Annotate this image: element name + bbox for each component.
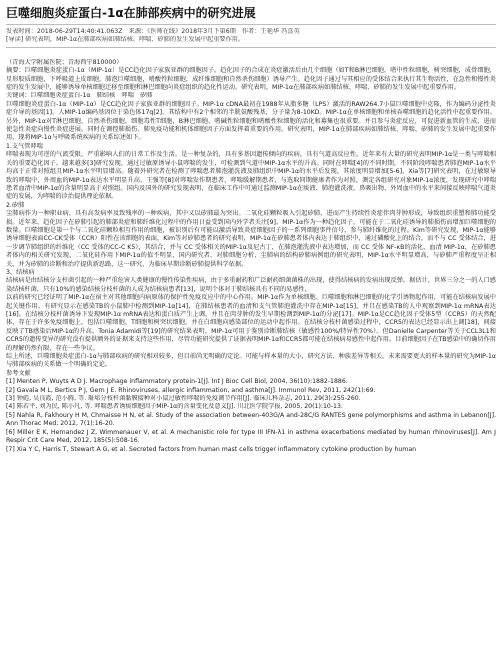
reference-item: [4] 陈若平, 刘为民, 陈小凡, 等. 哮喘患者诱痰细胞因子MIP-1α的含量变化及意义[J]. 川北医学院学报, 2005, 20(1):10-13. bbox=[6, 403, 343, 411]
section-heading-asthma: 1.支气管哮喘 bbox=[6, 142, 43, 150]
conclusion-paragraph: 综上所述，巨噬细胞炎症蛋白-1α与肺部疾病的研究相对较多，但目前尚无明确的定论。可能与样本量的大小，研究方法、种族差异等相关。未来需要更大的样本量的研究为MIP-1α与肺部疾病的关系做一个明确的定论。 bbox=[6, 353, 496, 369]
section-heading-tuberculosis: 3、结核病 bbox=[6, 268, 35, 276]
reference-item: [6] Miller E K, Hernandez J Z, Wimmenauer V, et al. A mechanistic role for type III IFN-λ1 in asthma exacerbations mediated by human rhinoviruses[J]. Am J Respir Crit Care Med, 2012, 185(5):508-16. bbox=[6, 428, 496, 445]
reference-item: [1] Menten P, Wuyts A D J. Macrophage inflammatory protein-1[J]. Int J Bioc Cell Biol, 2004, 36(10):1882-1886. bbox=[6, 378, 348, 386]
tuberculosis-paragraph-1: 结核病是由结核分支杆菌引起的一种严重危害人类健康的慢性传染性疾病，由于多重耐药和广泛耐药细菌菌株的出现，使得结核病的发病出现反弹。据估计，世界三分之一的人口感染结核杆菌，只有10%的感染结核分枝杆菌的人成为结核病患者[13]，说明个体对于肺结核具有不同的易感性。 bbox=[6, 277, 496, 293]
asthma-paragraph: 哮喘表现为可逆的气流受限，严重影响人们的日常工作及生活。是一种复杂的，具有多基因遗传倾向的疾病，具有气道高反应性。近年来有大量的研究表明MIP-1α是一类与哮喘相关的重要趋化因子。越来越多[3]研究发现，通过过敏原诱导小鼠哮喘的发生，可检测到气道中MIP-1α水平的升高。同时在哮喘[4]的不同时期，不同阶段哮喘患者肺泡MIP-1α水平均高于正常对照组且MIP-1α水平明显增高。随着外研究者在检测了哮喘患者肺泡灌洗液及肺组织中MIP-1α的水平后发现，其浓度明显增加[5-6]。Xia等[7]研究表明，在过敏原导致的哮喘中，外周血的MIP-1α表达水平明显升高。王强等[8]对哮喘发作期患者，哮喘缓解期患者，与选取同期健康者作为对照，测定各组研究对象MIP-1α浓度，发现研究中哮喘患者血清中MIP-1α的含量明显高于对照组。国内及国外的研究发现表明，在临床工作中可通过监测MIP-1α在痰液、肺泡灌洗液、鼻吸出物、外周血中的水平来间接反映哮喘气道炎症的发展，为哮喘的诊治提供理论依据。 bbox=[6, 151, 496, 201]
section-heading-silicosis: 2.矽肺 bbox=[6, 201, 25, 209]
reference-item: [5] Nahla R, Fakhoury H M, Chmaisse H N, et al. Study of the association between-403G/A and-28C/G RANTES gene polymorphisms and asthma in Lebanon[J]. Ann Thorac Med, 2012, 7(1):16-20. bbox=[6, 411, 496, 428]
reference-item: [7] Xia Y C, Harris T, Stewart A G, et al. Secreted factors from human mast cells trigger inflammatory cytokine production by human bbox=[6, 445, 417, 453]
meta-divider bbox=[6, 47, 496, 48]
abstract-paragraph: 摘要：巨噬细胞炎症蛋白-1α（MIP-1α）是CC趋化因子家族亚群的细胞因子。趋化因子的合成在炎症激活后由几个细胞（如T和B淋巴细胞，嗜中性粒细胞，树突细胞，成骨细胞，星形胶质细胞，下呼吸道上皮细胞，肺泡巨噬细胞，嗜酸性粒细胞，成纤维细胞和自然杀伤细胞）诱导产生。趋化因子通过与其相应的受体结合来执行其生物活性，在急性和慢性炎症的发生发展中，能够诱导单核细胞迁移至细胞和淋巴细胞向炎症组织的趋化性运动。研究表明，MIP-1α在肺部疾病如肺结核、哮喘、矽肺的发生发展中起重要作用。 bbox=[6, 67, 496, 92]
article-guide: [导读] 研究表明，MIP-1α在肺部疾病如肺结核、哮喘、矽肺的发生发展中起重要作用。 bbox=[6, 36, 245, 44]
references-heading: 参考文献 bbox=[6, 369, 31, 377]
reference-item: [3] 钟彪, 吴良霞, 范小腾, 等. 耻垢分枝杆菌黏膜接种对小鼠过敏性哮喘的免疫调节作用[J]. 临床儿科杂志, 2011, 29(3):255-260. bbox=[6, 395, 361, 403]
intro-paragraph: 巨噬细胞炎症蛋白-1α（MIP-1α）是CC趋化因子家族亚群的细胞因子。MIP-1α cDNA最初在1988年从脂多糖（LPS）激活的RAW264.7小鼠巨噬细胞中克隆，作为编码分泌性炎症介导的基因[1]。人MIP-1α编码基因位于染色体17q[2]，其结构中有2个相邻的半胱氨酸残基，分子量为8-10KD。MIP-1α在单核细胞和单核吞噬细胞的趋化活性中起重要作用。另外，MIP-1α对T淋巴细胞，自然杀伤细胞，细胞毒性T细胞，B淋巴细胞，嗜碱性粒细胞和嗜酸性粒细胞的活化和募集也很重要。并且参与炎症反应，可促进新血管的生成，进而使急性炎症向慢性炎症进展。同时在调控肺损伤、肺免疫功能和机体细胞因子方面发挥着重要的作用。研究表明，MIP-1α在肺部疾病如肺结核、哮喘、矽肺的发生发展中起重要作用，现将MIP-1α与呼吸系统疾病的关系综述如下。 bbox=[6, 100, 496, 142]
spacer bbox=[6, 51, 496, 59]
article-meta: 发表时间：2018-06-29T14:40:41.063Z 来源：《医师在线》2018年3月下第6期 作者：王艳华 冯喜英 bbox=[6, 28, 300, 35]
author-affiliation: （青海大学附属医院；青海西宁810000） bbox=[6, 58, 123, 66]
title-divider bbox=[6, 24, 496, 25]
silicosis-paragraph: 尘肺病作为一种职业病，具有高发病率及致残率的一种疾病，其中又以矽肺最为突出。二氧化硅颗粒吸入引起矽肺，进而产生持续性炎症伴肉芽肿形成，导致组织重塑和肺功能受损。近年来，趋化因子在矽肺引起的肺部炎症和肺纤维化过程中的作用日益受到国内外学者关注[9]。MIP-1α作为一种趋化因子，可能在于二氧化硅诱导的肺损伤而增加巨噬细胞的数量。巨噬细胞是第一个与二氧化硅颗粒相互作用的细胞，被识别后有可能以激活导致炎症细胞因子的一系列细胞事件信号，参与肺纤维化的过程。Kim等研究发现，MIP-1α能够诱导细胞表面CC-CK受体（CCR）阳性在该细胞的表面，Kim等对矽肺患者的研究表明，MIP-1α在矽肺患者体内表达于肺组织中，通过磷酸化上的结合，而不与 CC 受体结合，进一步调节肺组织的纤维化（CC 受体的CC-C K5），其结合，并与 CC 受体相关的MIP-1α及尼古丁，在肺泡灌洗液中表达增加，而 CC 受体 NF-κB的活化，血清 MIP-1α，在矽肺患者体内的相关研究发现，二氧化硅作用下MIP-1α的值不明显，国内研究者，对肺细胞分析，尘肺病的结构矽肺病例组的研究表明，MIP-1α水平明显增高，与矽肺严重程度呈正相关，并为矽肺的诊断和治疗提供新思路，这一研究，为临床早期诊断矽肺提供科学依据。 bbox=[6, 210, 496, 268]
reference-item: [2] Gavala M L, Bertics P J, Gern J E. Rhinoviruses, allergic inflammation, and asthma[J]. Immunol Rev, 2011, 242(1):69. bbox=[6, 386, 376, 394]
keywords: 关键词：巨噬细胞炎症蛋白-1α 肺结核 哮喘 矽肺 bbox=[6, 92, 153, 100]
tuberculosis-paragraph-2: 以前的研究已经证明了MIP-1α在宿主对其他细胞内病原体的保护性免疫反应中的中心作用。MIP-1α作为单核细胞、巨噬细胞和淋巴细胞的化学引诱物起作用，可能在结核病发展中起关键作用。有研究显示在感染TB的小鼠肺中检测到MIP-1α[14]，在肺结核患者的血清和支气管肺泡灌洗中存在MIP-1α[15]，并且在感染TB的人中观察到MIP-1α mRNA表达[16]。在结核分枝杆菌诱导下发现MIP-1α mRNA表达和蛋白质产生上调，并且在肉芽肿的发生早期检测到MIP-1α的分泌[17]。MIP-1α是CC趋化因子受体5型（CCR5）的天然配体，存在于许多免疫细胞上，包括巨噬细胞，T细胞和树突状细胞，并在白细胞向感染部位的运动中起作用。在结核分枝杆菌感染过程中，CCR5的表达已经显示出上调[18]，间接反映了TB感染后MIP-1α的升高。Tonia Adamidi等[19]的研究结果表明，MIP-1α可用于鉴别诊断肺结核（敏感性100%/特异性70%）。但Danielle Carpenter等关于CCL3L1和CCR5的遗传变异的研究没有提供额外的证据来支持这些作用，尽管功能研究提供了证据表明MIP-1α和CCR5都可能在结核病易感性中起作用。目前细胞因子在TB感染中的确切作用的理解仍然有限，存在一些争议。 bbox=[6, 294, 496, 352]
article-title: 巨噬细胞炎症蛋白-1α在肺部疾病中的研究进展 bbox=[6, 6, 256, 20]
